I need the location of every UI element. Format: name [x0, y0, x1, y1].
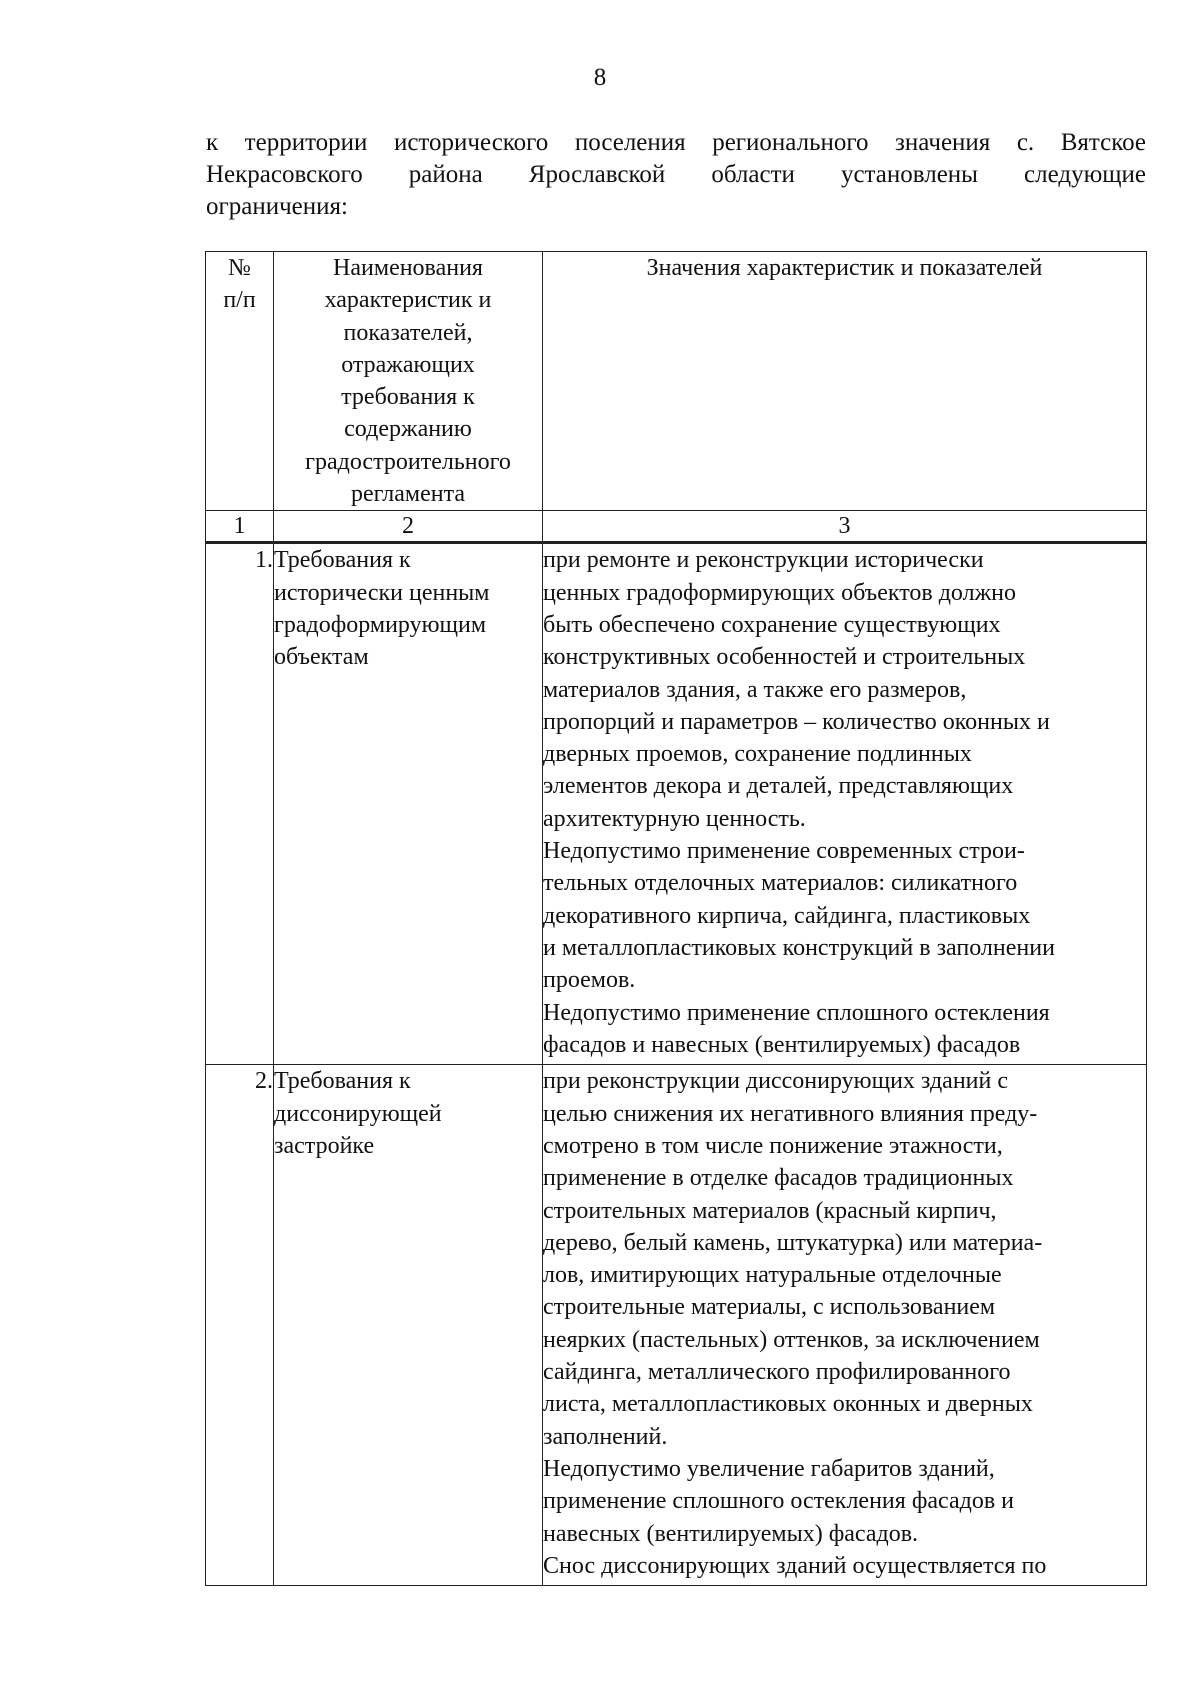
header-number-label: п/п	[223, 287, 256, 314]
header-name-line: содержанию	[344, 416, 472, 443]
column-number: 3	[543, 511, 1147, 543]
row-value-line: фасадов и навесных (вентилируемых) фасадов	[543, 1031, 1021, 1058]
column-number: 1	[206, 511, 274, 543]
row-value-line: материалов здания, а также его размеров,	[543, 676, 967, 703]
row-value-line: заполнений.	[543, 1423, 668, 1450]
header-name-line: градостроительного	[305, 448, 511, 475]
intro-paragraph	[206, 127, 1146, 223]
row-value-line: навесных (вентилируемых) фасадов.	[543, 1520, 919, 1547]
header-number-cell	[206, 252, 274, 511]
row-value-line: дерево, белый камень, штукатурка) или материа-	[543, 1229, 1043, 1256]
row-value-line: Недопустимо увеличение габаритов зданий,	[543, 1455, 995, 1482]
table-row	[206, 1065, 1147, 1586]
row-value-line: листа, металлопластиковых оконных и дверных	[543, 1391, 1033, 1418]
row-value-line: и металлопластиковых конструкций в заполнении	[543, 934, 1055, 961]
row-value-line: применение в отделке фасадов традиционных	[543, 1165, 1014, 1192]
row-name	[274, 1065, 543, 1586]
page-number: 8	[593, 64, 607, 91]
row-name-line: объектам	[274, 644, 369, 671]
row-value-line: архитектурную ценность.	[543, 805, 806, 832]
row-name-line: диссонирующей	[274, 1100, 442, 1127]
header-number-label: №	[228, 255, 251, 281]
row-value-line: неярких (пастельных) оттенков, за исключением	[543, 1326, 1040, 1353]
column-number: 2	[274, 511, 543, 543]
row-value-line: при ремонте и реконструкции исторически	[543, 547, 984, 574]
row-value-line: Снос диссонирующих зданий осуществляется по	[543, 1552, 1047, 1579]
header-value-cell	[543, 252, 1147, 511]
row-value-line: строительных материалов (красный кирпич,	[543, 1197, 997, 1224]
table-row	[206, 544, 1147, 1065]
header-name-line: Наименования	[333, 255, 483, 281]
row-value-line: сайдинга, металлического профилированного	[543, 1359, 1011, 1386]
intro-line: Некрасовского района Ярославской области установлены следующие	[206, 161, 1146, 188]
header-name-cell	[274, 252, 543, 511]
row-value-line: смотрено в том числе понижение этажности,	[543, 1132, 1003, 1159]
row-value-line: Недопустимо применение сплошного остекления	[543, 999, 1050, 1026]
row-value-line: при реконструкции диссонирующих зданий с	[543, 1068, 1009, 1095]
row-name	[274, 544, 543, 1065]
header-name-line: регламента	[350, 481, 466, 508]
header-name-line: требования к	[341, 384, 475, 411]
intro-line: ограничения:	[206, 193, 348, 220]
row-name-line: застройке	[274, 1132, 375, 1159]
row-value	[543, 1065, 1147, 1586]
row-value-line: ценных градоформирующих объектов должно	[543, 579, 1016, 606]
row-value-line: тельных отделочных материалов: силикатного	[543, 870, 1018, 897]
intro-line: к территории исторического поселения регионального значения с. Вятское	[206, 129, 1146, 156]
header-name-line: отражающих	[341, 351, 475, 378]
row-value-line: дверных проемов, сохранение подлинных	[543, 741, 972, 768]
row-name-line: исторически ценным	[274, 579, 490, 606]
row-name-line: градоформирующим	[274, 611, 487, 638]
table-header-row	[206, 252, 1147, 511]
row-value-line: декоративного кирпича, сайдинга, пластиковых	[543, 902, 1031, 929]
header-name-line: характеристик и	[324, 287, 492, 314]
row-value-line: лов, имитирующих натуральные отделочные	[543, 1262, 1002, 1289]
row-value-line: пропорций и параметров – количество оконных и	[543, 708, 1050, 735]
row-value-line: строительные материалы, с использованием	[543, 1294, 996, 1321]
row-name-line: Требования к	[274, 1068, 411, 1095]
row-value-line: конструктивных особенностей и строительных	[543, 644, 1026, 671]
row-value-line: элементов декора и деталей, представляющих	[543, 773, 1014, 800]
row-value	[543, 544, 1147, 1065]
row-number: 1.	[206, 544, 274, 1065]
header-name-line: показателей,	[343, 319, 473, 346]
row-number: 2.	[206, 1065, 274, 1586]
column-number-row	[206, 511, 1147, 543]
row-value-line: применение сплошного остекления фасадов и	[543, 1488, 1014, 1515]
regulation-table	[205, 251, 1147, 1586]
header-value-label: Значения характеристик и показателей	[646, 255, 1043, 281]
row-value-line: Недопустимо применение современных строи-	[543, 838, 1025, 865]
row-name-line: Требования к	[274, 547, 411, 574]
row-value-line: быть обеспечено сохранение существующих	[543, 611, 1001, 638]
row-value-line: проемов.	[543, 967, 636, 994]
row-value-line: целью снижения их негативного влияния преду-	[543, 1100, 1038, 1127]
